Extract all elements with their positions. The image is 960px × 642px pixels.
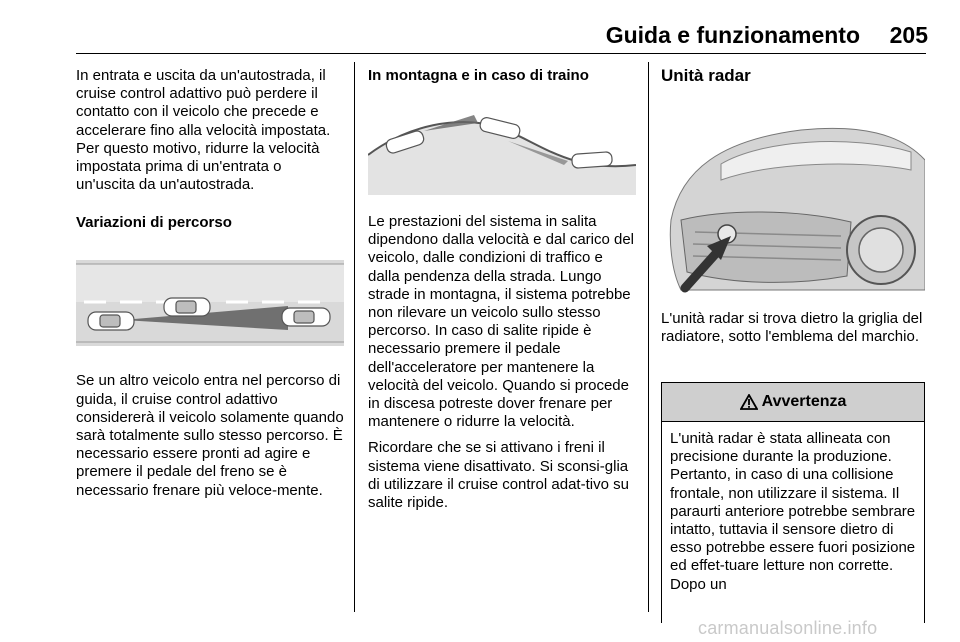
merging-car [164, 298, 210, 316]
ego-car [88, 312, 134, 330]
warning-triangle-icon [740, 394, 758, 410]
section-heading-route-changes: Variazioni di percorso [76, 214, 232, 232]
page-number: 205 [889, 22, 928, 48]
column-divider-2 [648, 62, 649, 612]
warning-box [661, 382, 925, 623]
section-heading-mountain: In montagna e in caso di traino [368, 67, 589, 84]
header-rule [76, 53, 926, 54]
lead-car [282, 308, 330, 326]
radar-unit-car-illustration [661, 100, 925, 300]
mountain-paragraph-1: Le prestazioni del sistema in salita dipendono dalla velocità e dal carico del veicolo, dalle condizioni di traffico e dalla pendenza della strada. Lungo strade in montagna, il sistema potrebbe non rilevare un veicolo sullo stesso percorso. In caso di salite ripide è necessario premere il pedale dell'acceleratore per mantenere la velocità del veicolo. Quando si procede in discesa potreste dover frenare per mantenere o ridurre la velocità. [368, 213, 635, 431]
warning-header [662, 383, 924, 422]
lane-change-illustration [76, 248, 344, 358]
mountain-paragraph-2: Ricordare che se si attivano i freni il sistema viene disattivato. Si sconsi-glia di utilizzare il cruise control adat-tivo su salite ripide. [368, 439, 629, 512]
car-downhill [572, 152, 613, 169]
section-heading-radar: Unità radar [661, 66, 751, 85]
page-header-title: Guida e funzionamento [605, 22, 860, 48]
intro-paragraph: In entrata e uscita da un'autostrada, il cruise control adattivo può perdere il contatto con il veicolo che precede e accelerare fino alla velocità impostata. Per questo motivo, ridurre la velocità impostata prima di un'entrata o un'uscita da un'autostrada. [76, 67, 331, 194]
warning-title: Avvertenza [761, 393, 847, 410]
column-left [76, 62, 344, 500]
watermark: carmanualsonline.info [698, 618, 878, 638]
column-divider-1 [354, 62, 355, 612]
warning-text: L'unità radar è stata allineata con precisione durante la produzione. Pertanto, in caso di una collisione frontale, non utilizzare il sistema. Il paraurti anteriore potrebbe sembrare intatto, tuttavia il sensore dietro di esso potrebbe essere fuori posizione ed effet-tuare letture non corrette. Dopo un [670, 430, 916, 593]
column-middle [368, 62, 636, 512]
route-changes-paragraph: Se un altro veicolo entra nel percorso di guida, il cruise control adattivo considererà il veicolo solamente quando sarà totalmente sullo stesso percorso. È necessario essere pronti ad agire e premere il pedale del freno se è necessario frenare più veloce-mente. [76, 372, 344, 499]
radar-paragraph: L'unità radar si trova dietro la griglia del radiatore, sotto l'emblema del marchio. [661, 310, 923, 346]
column-right [661, 62, 925, 346]
hill-driving-illustration [368, 95, 636, 195]
